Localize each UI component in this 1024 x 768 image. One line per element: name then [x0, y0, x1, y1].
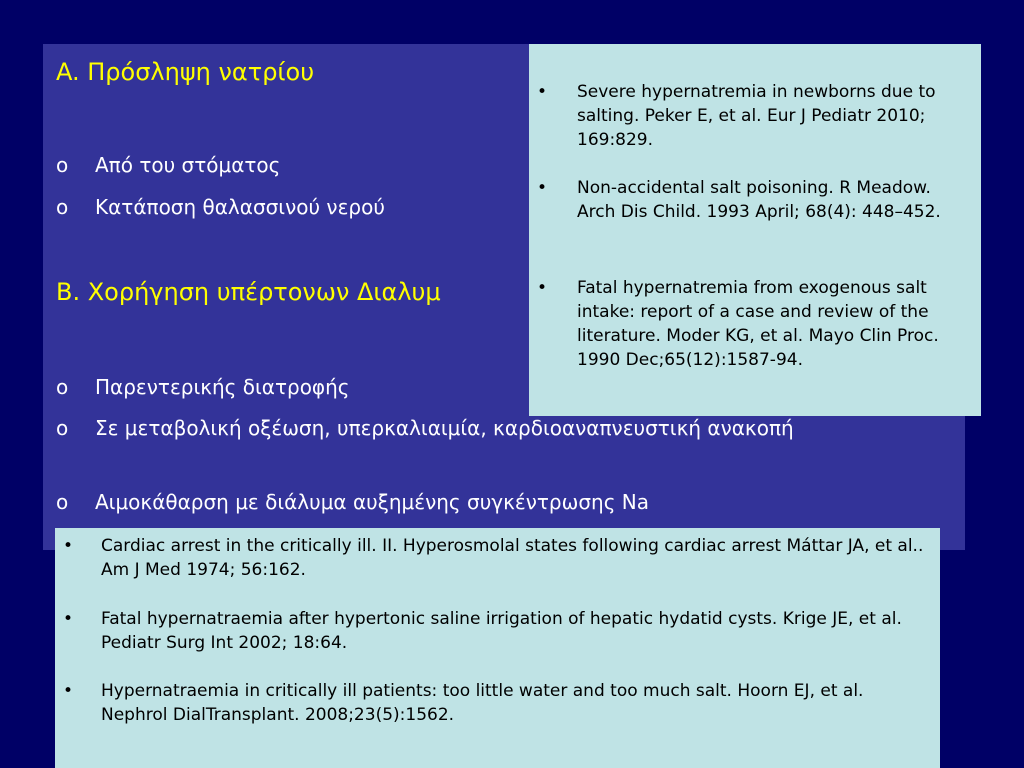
list-marker: o [56, 153, 69, 177]
references-box-bottom [55, 528, 940, 768]
reference-text: Fatal hypernatraemia after hypertonic saline irrigation of hepatic hydatid cysts. Krige JE, et al. Pediatr Surg Int 2002; 18:64. [101, 609, 902, 653]
bullet: • [63, 609, 74, 629]
section-b-title: B. Χορήγηση υπέρτονων Διαλυμ [56, 278, 441, 306]
bullet: • [63, 681, 74, 701]
reference-text: Fatal hypernatremia from exogenous salt intake: report of a case and review of the literature. Moder KG, et al. Mayo Clin Proc. 1990 Dec;65(12):1587-94. [577, 278, 939, 370]
list-marker: o [56, 375, 69, 399]
reference-text: Severe hypernatremia in newborns due to salting. Peker E, et al. Eur J Pediatr 2010; 169:829. [577, 82, 936, 150]
reference-text: Non-accidental salt poisoning. R Meadow. Arch Dis Child. 1993 April; 68(4): 448–452. [577, 178, 941, 222]
reference-text: Cardiac arrest in the critically ill. II. Hyperosmolal states following cardiac arrest Máttar JA, et al.. Am J Med 1974; 56:162. [101, 536, 924, 580]
reference-text: Hypernatraemia in critically ill patients: too little water and too much salt. Hoorn EJ, et al. Nephrol DialTransplant. 2008;23(5):1562. [101, 681, 864, 725]
list-item-text: Κατάποση θαλασσινού νερού [95, 195, 385, 219]
bullet: • [63, 536, 74, 556]
list-marker: o [56, 416, 69, 440]
list-item-text: Από του στόματος [95, 153, 281, 177]
bullet: • [537, 178, 548, 198]
list-item-text: Αιμοκάθαρση με διάλυμα αυξημένης συγκέντρωσης Na [95, 490, 650, 514]
list-item-text: Σε μεταβολική οξέωση, υπερκαλιαιμία, καρδιοαναπνευστική ανακοπή [95, 416, 794, 440]
bullet: • [537, 278, 548, 298]
list-marker: o [56, 490, 69, 514]
section-a-title: A. Πρόσληψη νατρίου [56, 58, 315, 86]
bullet: • [537, 82, 548, 102]
references-box-top [529, 44, 981, 416]
list-item-text: Παρεντερικής διατροφής [95, 375, 350, 399]
list-marker: o [56, 195, 69, 219]
